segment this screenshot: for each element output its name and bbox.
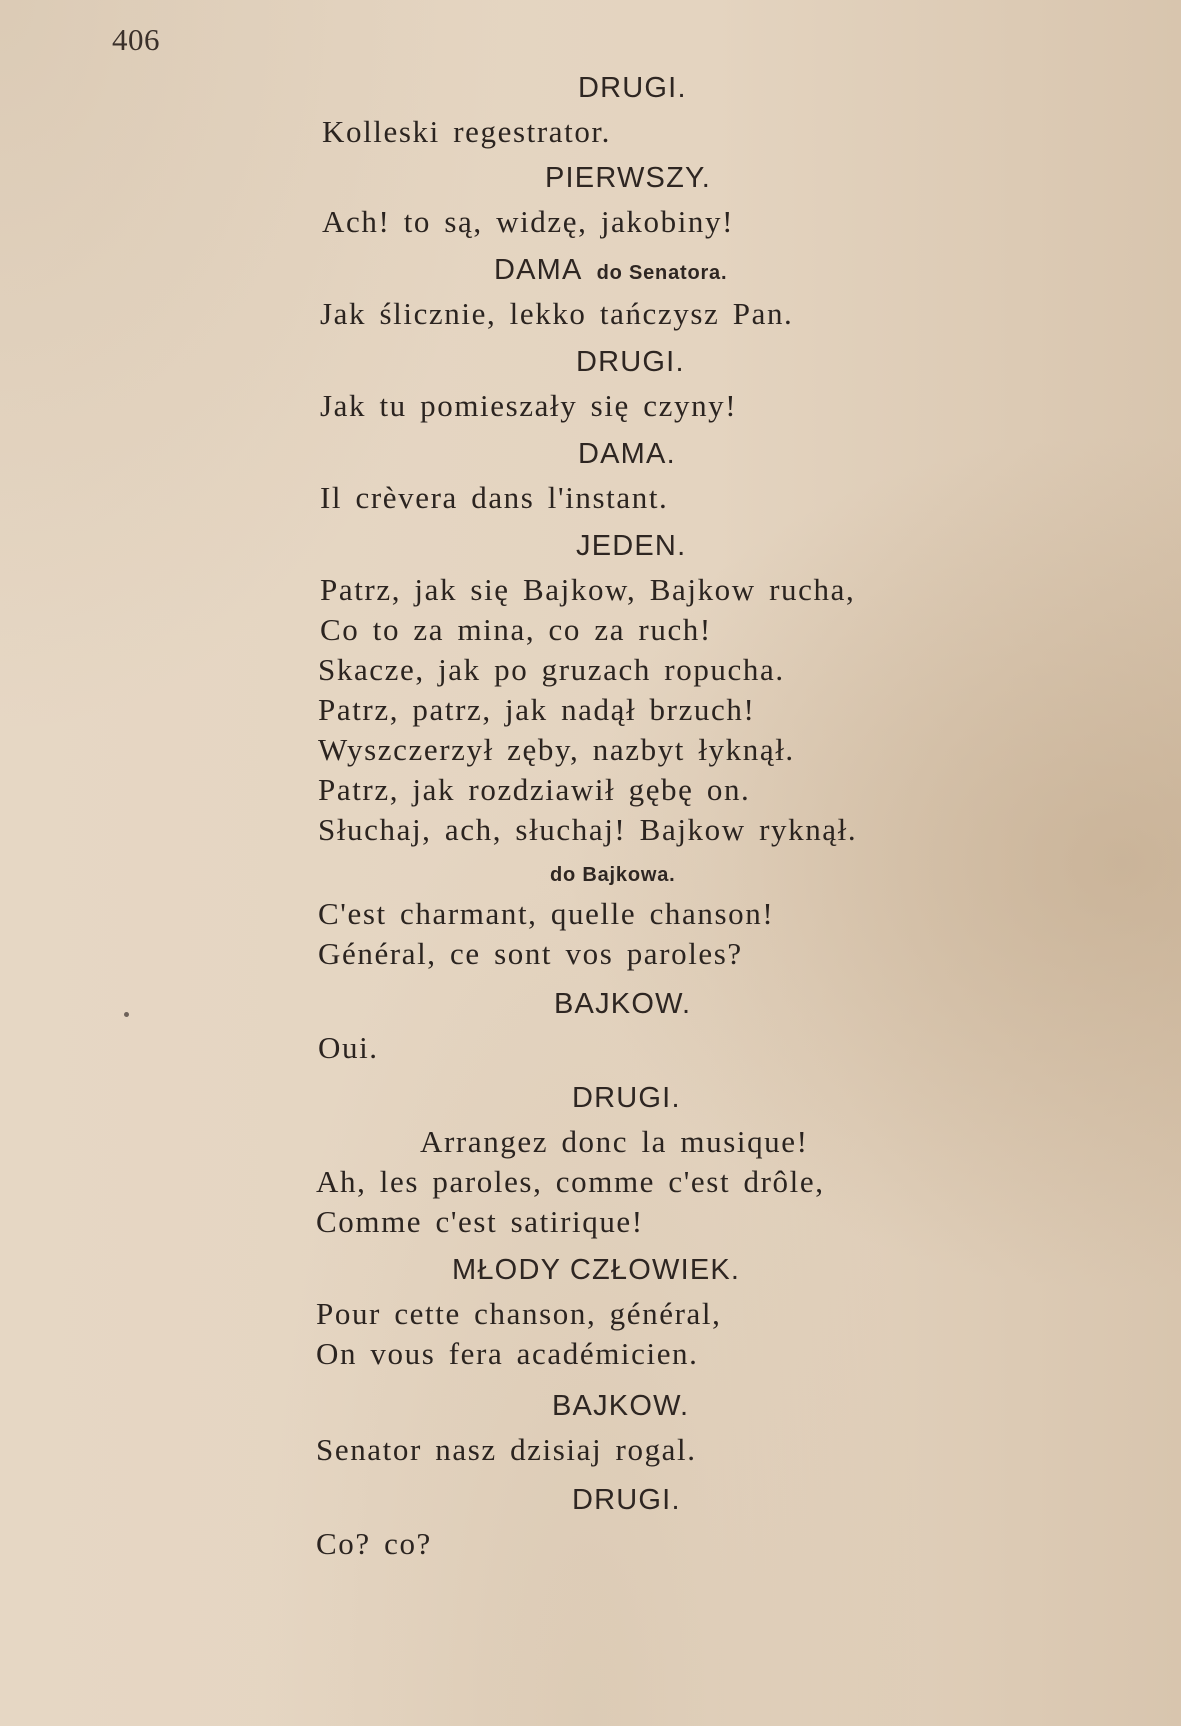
verse-line: Arrangez donc la musique! <box>420 1124 809 1159</box>
verse-line: Skacze, jak po gruzach ropucha. <box>318 652 785 687</box>
speaker-label: MŁODY CZŁOWIEK. <box>452 1254 741 1286</box>
speaker-name <box>578 438 676 471</box>
speaker-name <box>552 1390 689 1423</box>
speaker-name <box>578 72 687 105</box>
verse-line: Comme c'est satirique! <box>316 1204 644 1239</box>
verse-line: Patrz, jak rozdziawił gębę on. <box>318 772 751 807</box>
speaker-label: DRUGI. <box>576 346 685 378</box>
page-number: 406 <box>112 22 160 57</box>
speaker-label: BAJKOW. <box>554 988 692 1020</box>
speaker-name <box>545 162 711 195</box>
speaker-name <box>576 530 686 563</box>
verse-line: Patrz, jak się Bajkow, Bajkow rucha, <box>320 572 856 607</box>
verse-line: Wyszczerzył zęby, nazbyt łyknął. <box>318 732 795 767</box>
speaker-label: DRUGI. <box>572 1484 681 1516</box>
verse-line: Kolleski regestrator. <box>322 114 611 149</box>
stage-direction: do Bajkowa. <box>550 864 676 886</box>
speaker-name <box>452 1254 740 1287</box>
speaker-label: DAMA <box>494 254 583 286</box>
speaker-label: DRUGI. <box>572 1082 681 1114</box>
verse-line: Ach! to są, widzę, jakobiny! <box>322 204 735 239</box>
speaker-label: PIERWSZY. <box>545 162 712 194</box>
speaker-name <box>554 988 691 1021</box>
speaker-name <box>572 1484 681 1517</box>
speaker-label: DAMA. <box>578 438 676 470</box>
verse-line: Patrz, patrz, jak nadął brzuch! <box>318 692 756 727</box>
verse-line: On vous fera académicien. <box>316 1336 699 1371</box>
verse-line: Jak tu pomieszały się czyny! <box>320 388 738 423</box>
speaker-label: JEDEN. <box>576 530 687 562</box>
verse-line: Il crèvera dans l'instant. <box>320 480 669 515</box>
speaker-name <box>494 254 727 287</box>
verse-line: Pour cette chanson, général, <box>316 1296 722 1331</box>
speaker-label: BAJKOW. <box>552 1390 690 1422</box>
verse-line: Słuchaj, ach, słuchaj! Bajkow ryknął. <box>318 812 858 847</box>
ink-speck <box>124 1012 129 1017</box>
verse-line: C'est charmant, quelle chanson! <box>318 896 775 931</box>
stage-direction: do Senatora. <box>596 262 728 284</box>
verse-line: Oui. <box>318 1030 379 1065</box>
verse-line: Général, ce sont vos paroles? <box>318 936 743 971</box>
speaker-label: DRUGI. <box>578 72 687 104</box>
speaker-name <box>572 1082 681 1115</box>
verse-line: Co to za mina, co za ruch! <box>320 612 712 647</box>
speaker-name <box>576 346 685 379</box>
verse-line: Jak ślicznie, lekko tańczysz Pan. <box>320 296 794 331</box>
verse-line: Senator nasz dzisiaj rogal. <box>316 1432 697 1467</box>
verse-line: Ah, les paroles, comme c'est drôle, <box>316 1164 825 1199</box>
verse-line: Co? co? <box>316 1526 432 1561</box>
